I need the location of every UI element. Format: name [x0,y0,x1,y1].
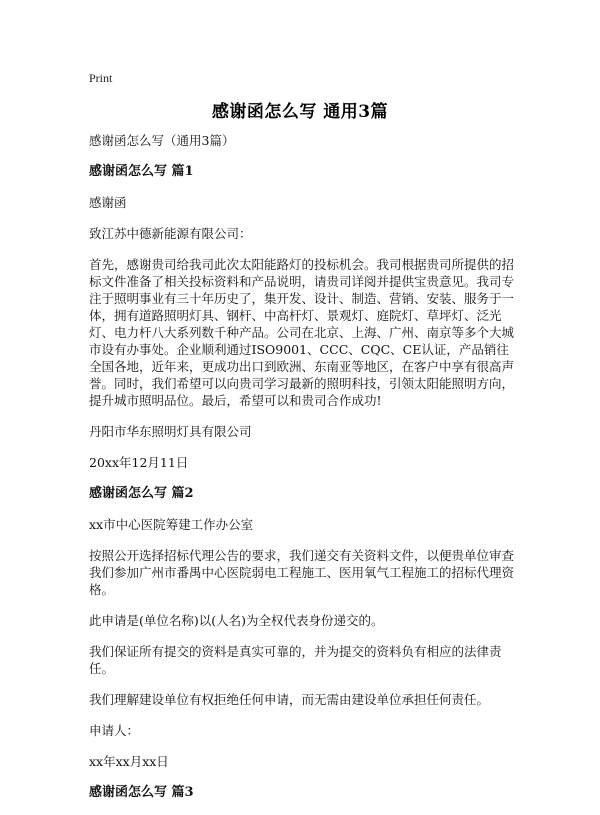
application-statement-2: 我们保证所有提交的资料是真实可靠的，并为提交的资料负有相应的法律责任。 [89,644,502,676]
application-body: 按照公开选择招标代理公告的要求，我们递交有关资料文件，以便贵单位审查我们参加广州市番禺中心医院弱电工程施工、医用氧气工程施工的招标代理资格。 [89,548,515,597]
application-recipient: xx市中心医院筹建工作办公室 [89,517,254,532]
print-label: Print [89,71,113,85]
application-date: xx年xx月xx日 [89,754,169,769]
letter-sender: 丹阳市华东照明灯具有限公司 [89,424,252,439]
letter-title: 感谢函 [89,195,127,210]
section-heading-1: 感谢函怎么写 篇1 [89,164,194,179]
document-subtitle: 感谢函怎么写（通用3篇） [89,133,235,148]
document-body [89,132,519,815]
section-heading-3: 感谢函怎么写 篇3 [89,785,194,800]
letter-recipient: 致江苏中德新能源有限公司： [89,226,252,241]
section-heading-2: 感谢函怎么写 篇2 [89,486,194,501]
application-statement-1: 此申请是(单位名称)以(人名)为全权代表身份递交的。 [89,613,384,628]
document-title: 感谢函怎么写 通用3篇 [211,102,389,122]
applicant-label: 申请人： [89,723,140,738]
letter-body: 首先，感谢贵司给我司此次太阳能路灯的投标机会。我司根据贵司所提供的招标文件准备了相关投标资料和产品说明，请贵司详阅并提供宝贵意见。我司专注于照明事业有三十年历史了，集开发、设计、制造、营销、安装、服务于一体，拥有道路照明灯具、钢杆、中高杆灯、景观灯、庭院灯、草坪灯、泛光灯、电力杆八大系列数千种产品。公司在北京、上海、广州、南京等多个大城市设有办事处。企业顺利通过ISO9001、CCC、CQC、CE认证，产品销往全国各地，近年来，更成功出口到欧洲、东南亚等地区，在客户中享有很高声誉。同时，我们希望可以向贵司学习最新的照明科技，引领太阳能照明方向，提升城市照明品位。最后，希望可以和贵司合作成功! [89,257,515,408]
application-statement-3: 我们理解建设单位有权拒绝任何申请，而无需由建设单位承担任何责任。 [89,692,490,707]
letter-date: 20xx年12月11日 [89,455,189,470]
